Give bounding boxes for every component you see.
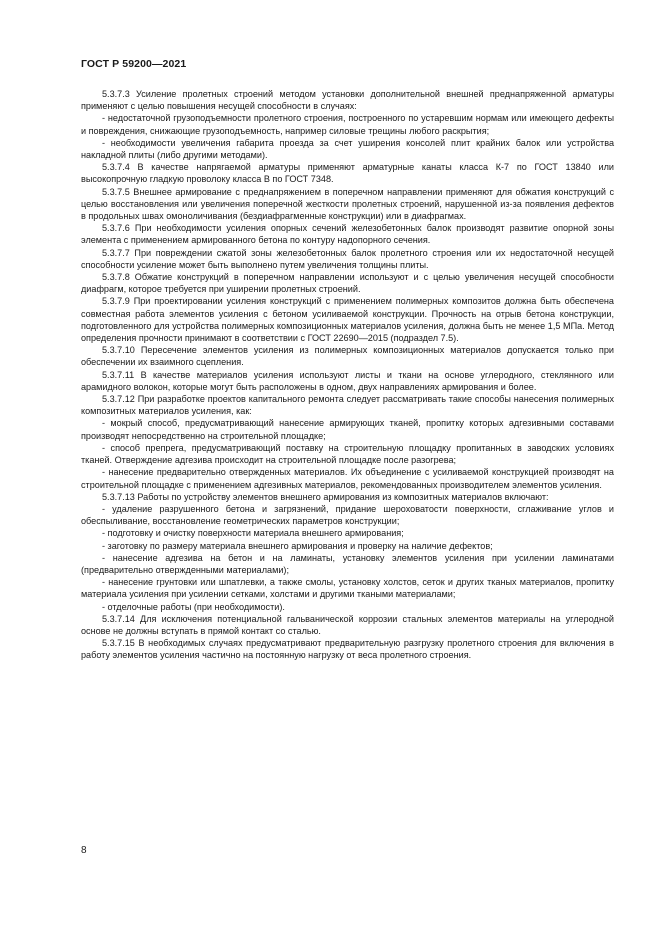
paragraph-5-3-7-7: 5.3.7.7 При повреждении сжатой зоны железобетонных балок пролетного строения или их недостаточной несущей способности усиление может быть выполнено путем увеличения толщины плиты.: [81, 247, 614, 270]
paragraph-5-3-7-14: 5.3.7.14 Для исключения потенциальной гальванической коррозии стальных элементов материалы на углеродной основе не должны вступать в прямой контакт со сталью.: [81, 613, 614, 636]
list-item: - отделочные работы (при необходимости).: [102, 601, 285, 612]
list-item: - необходимости увеличения габарита проезда за счет уширения консолей плит крайних балок или устройства накладной плиты (либо другими методами).: [81, 137, 614, 161]
list-item: - удаление разрушенного бетона и загрязнений, придание шероховатости поверхности, сглаживание углов и обеспыливание, восстановление геометрических параметров конструкции;: [81, 503, 614, 527]
list-item: - нанесение адгезива на бетон и на ламинаты, установку элементов усиления при усилении ламинатами (предварительно отвержденными материалами);: [81, 552, 614, 575]
paragraph-5-3-7-3: 5.3.7.3 Усиление пролетных строений методом установки дополнительной внешней преднапряженной арматуры применяют с целью повышения несущей способности в случаях:: [81, 89, 614, 112]
list-item: - мокрый способ, предусматривающий нанесение армирующих тканей, пропитку которых адгезивными составами производят непосредственно на строительной площадке;: [81, 418, 614, 441]
list-item: - подготовку и очистку поверхности материала внешнего армирования;: [102, 528, 404, 539]
paragraph-5-3-7-11: 5.3.7.11 В качестве материалов усиления используют листы и ткани на основе углеродного, стеклянного или арамидного волокон, которые могут быть расположены в одном, двух направлениях армирования и более.: [81, 369, 614, 392]
list-item: - нанесение предварительно отвержденных материалов. Их объединение с усиливаемой конструкцией производят на строительной площадке с применением адгезивных материалов, рекомендованных производителем элементов усиления.: [81, 467, 614, 490]
paragraph-5-3-7-5: 5.3.7.5 Внешнее армирование с преднапряжением в поперечном направлении применяют для обжатия конструкций с целью восстановления или увеличения поперечной жесткости пролетных строений, нарушенной из-за появления дефектов в продольных швах омоноличивания (бездиафрагменные конструкции) или в диафрагмах.: [81, 186, 614, 222]
list-item: - способ препрега, предусматривающий поставку на строительную площадку пропитанных в заводских условиях тканей. Отверждение адгезива происходит на строительной площадке после разогрева;: [81, 442, 614, 466]
paragraph-5-3-7-12: 5.3.7.12 При разработке проектов капитального ремонта следует рассматривать такие способы нанесения полимерных композитных материалов усиления, как:: [81, 394, 614, 417]
paragraph-5-3-7-8: 5.3.7.8 Обжатие конструкций в поперечном направлении используют и с целью увеличения несущей способности диафрагм, которое требуется при уширении пролетных строений.: [81, 272, 614, 295]
paragraph-5-3-7-4: 5.3.7.4 В качестве напрягаемой арматуры применяют арматурные канаты класса К-7 по ГОСТ 13840 или высокопрочную гладкую проволоку класса В по ГОСТ 7348.: [81, 162, 614, 185]
page-number: 8: [81, 845, 87, 856]
standard-header: ГОСТ Р 59200—2021: [81, 58, 187, 70]
paragraph-5-3-7-6: 5.3.7.6 При необходимости усиления опорных сечений железобетонных балок производят развитие опорной зоны элемента с применением армированного бетона по контуру надопорного сечения.: [81, 223, 614, 246]
document-body: [81, 88, 614, 662]
list-item: - заготовку по размеру материала внешнего армирования и проверку на наличие дефектов;: [102, 540, 493, 551]
paragraph-5-3-7-13: 5.3.7.13 Работы по устройству элементов внешнего армирования из композитных материалов включают:: [102, 491, 549, 502]
list-item: - нанесение грунтовки или шпатлевки, а также смолы, установку холстов, сеток и других тканых материалов, пропитку материала усиления при усилении сетками, холстами и другими ткаными материалами;: [81, 577, 614, 600]
list-item: - недостаточной грузоподъемности пролетного строения, построенного по устаревшим нормам или имеющего дефекты и повреждения, снижающие грузоподъемность, например силовые трещины любого раскрытия;: [81, 113, 614, 136]
paragraph-5-3-7-9: 5.3.7.9 При проектировании усиления конструкций с применением полимерных композитов должна быть обеспечена совместная работа элементов усиления с бетоном усиливаемой конструкции. Прочность на отрыв бетона конструкции, подготовленного для устройства полимерных композиционных материалов усиления, должна быть не менее 1,5 МПа. Метод определения прочности принимают в соответствии с ГОСТ 22690—2015 (подраздел 7.5).: [81, 296, 614, 344]
paragraph-5-3-7-10: 5.3.7.10 Пересечение элементов усиления из полимерных композиционных материалов допускается только при обеспечении их взаимного сцепления.: [81, 345, 614, 368]
paragraph-5-3-7-15: 5.3.7.15 В необходимых случаях предусматривают предварительную разгрузку пролетного строения для включения в работу элементов усиления частично на постоянную нагрузку от веса пролетного строения.: [81, 638, 614, 661]
